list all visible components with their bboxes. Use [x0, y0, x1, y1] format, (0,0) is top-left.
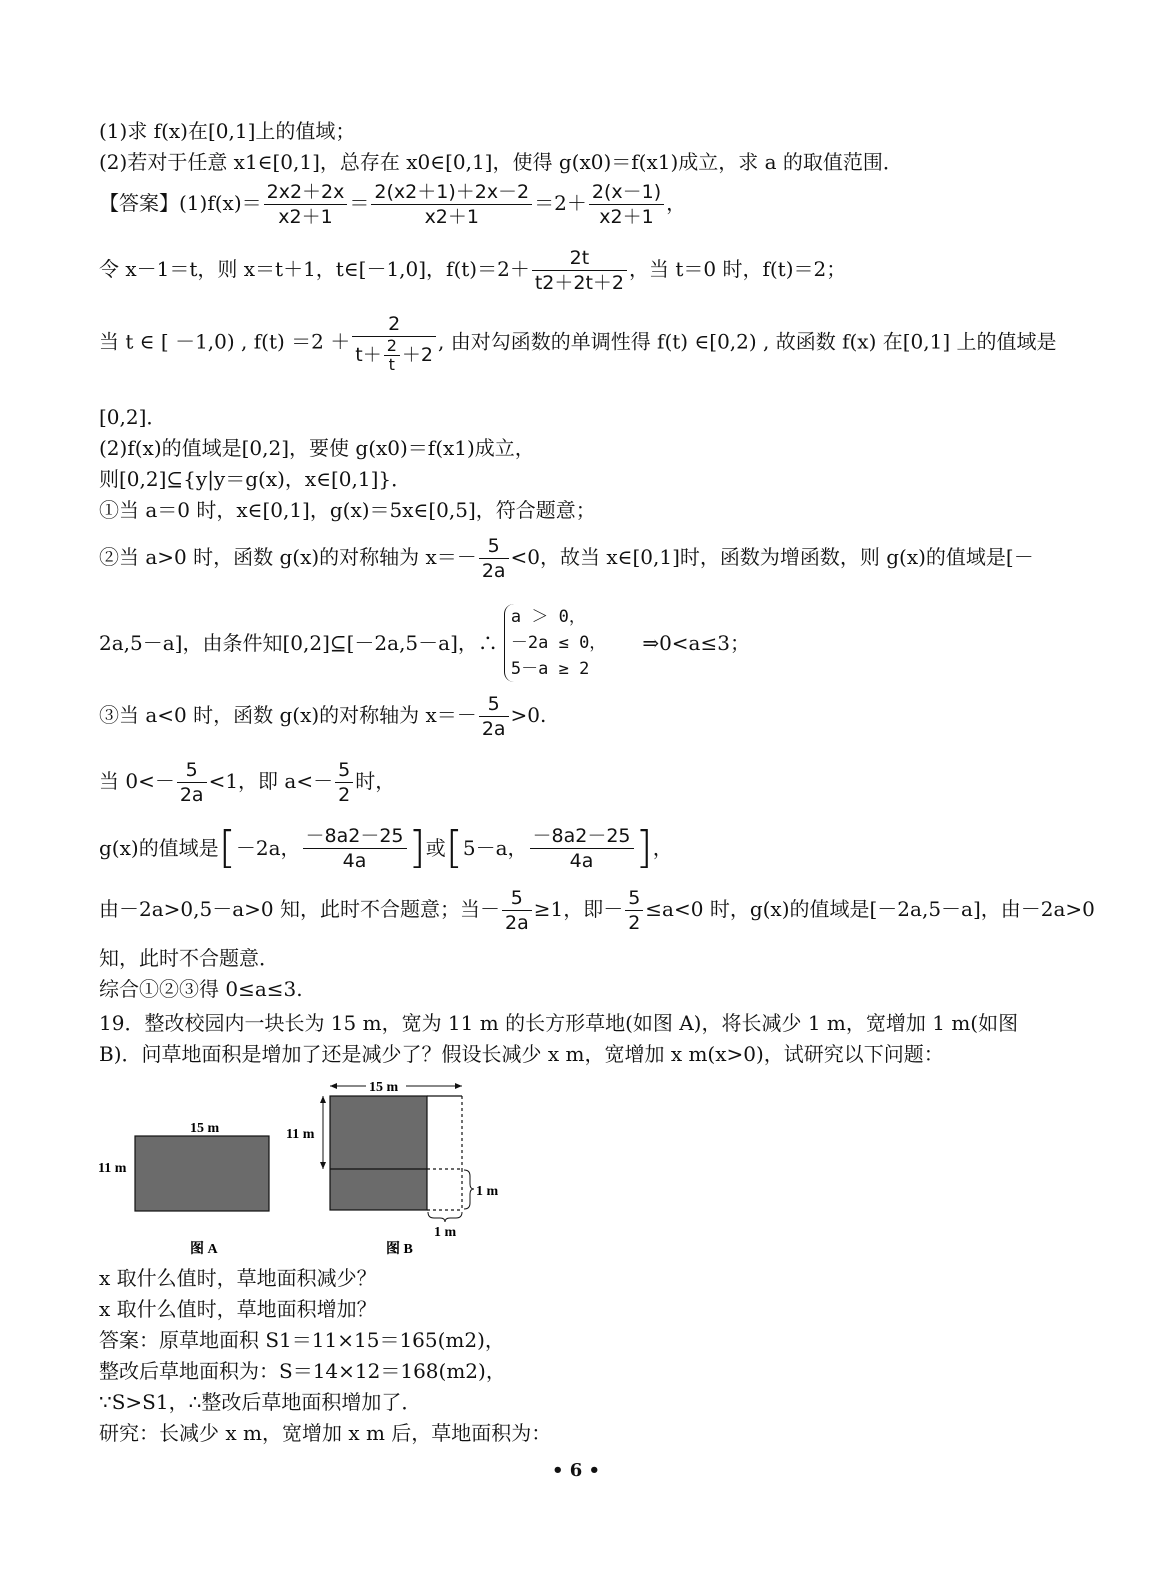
text-segment: ≥1，即－: [533, 897, 624, 921]
fraction-numerator: 5: [479, 692, 509, 717]
arrow-up-icon: [320, 1096, 326, 1103]
text-segment: ②当 a>0 时，函数 g(x)的对称轴为 x＝－: [99, 545, 477, 569]
fraction-numerator: 2: [352, 312, 436, 337]
fraction: [530, 824, 634, 873]
fig-a-caption-text: 图 A: [190, 1242, 218, 1257]
fraction-denominator: 2a: [179, 784, 204, 806]
fig-a-width-label: 11 m: [98, 1161, 127, 1176]
answer-original-area: 答案：原草地面积 S1＝11×15＝165(m2)，: [99, 1328, 505, 1352]
fraction-numerator: 5: [177, 758, 207, 783]
text-segment: 令 x－1＝t，则 x＝t＋1，t∈[－1,0]，f(t)＝2＋: [99, 257, 530, 281]
fig-b-bottom-label: 1 m: [434, 1225, 457, 1240]
denominator-part: ＋2: [401, 344, 433, 366]
left-bracket: [: [445, 822, 463, 873]
fraction-denominator: 2a: [504, 912, 529, 934]
fraction: [532, 246, 627, 295]
case-2-line-1: [99, 534, 1034, 583]
fraction-denominator: x2＋1: [599, 206, 654, 228]
text-segment: ，当 t＝0 时，f(t)＝2；: [629, 257, 847, 281]
fig-b-caption: 图 B: [386, 1242, 413, 1257]
bottom-brace-icon: [428, 1212, 462, 1222]
fraction-numerator: －8a2－25: [303, 824, 407, 849]
monotonicity-line: [99, 312, 1057, 374]
fraction-numerator: 5: [335, 758, 353, 783]
text-segment: >0.: [510, 703, 547, 727]
question-part-1: (1)求 f(x)在[0,1]上的值域；: [99, 119, 356, 143]
fig-a-length-label: 15 m: [190, 1121, 220, 1136]
right-bracket: ]: [635, 822, 653, 873]
subset-condition: 则[0,2]⊆{y|y＝g(x)，x∈[0,1]}．: [99, 467, 412, 491]
answer-label: 【答案】(1)f(x)＝: [99, 191, 262, 215]
answer-comparison: ∵S>S1，∴整改后草地面积增加了．: [99, 1390, 422, 1414]
fraction: [479, 692, 509, 741]
text-segment: , 由对勾函数的单调性得 f(t) ∈[0,2) , 故函数 f(x) 在[0,1] 上的值域是: [437, 329, 1057, 354]
substitution-line: [99, 246, 846, 295]
fraction-numerator: 2: [384, 337, 400, 356]
fraction-denominator: 4a: [569, 849, 594, 872]
nested-fraction: [384, 337, 400, 374]
fig-b-length-label: 15 m: [369, 1080, 399, 1095]
fraction: [335, 758, 353, 807]
inequality-system: [504, 604, 606, 682]
fraction-numerator: 2x2＋2x: [264, 180, 348, 205]
fraction-denominator: t2＋2t＋2: [534, 272, 624, 294]
fraction-numerator: 2t: [532, 246, 627, 271]
text-segment: <1，即 a<－: [208, 769, 334, 793]
fraction: [352, 312, 436, 374]
lawn-figure: [90, 1076, 520, 1262]
question-a: x 取什么值时，草地面积减少？: [99, 1266, 377, 1290]
fraction: [371, 180, 532, 229]
fraction-denominator: x2＋1: [278, 206, 333, 228]
punctuation: ，: [652, 836, 673, 860]
fraction-denominator: x2＋1: [424, 206, 479, 228]
question-19-line-2: B)．问草地面积是增加了还是减少了？假设长减少 x m，宽增加 x m(x>0)，试研究以下问题：: [99, 1042, 944, 1066]
text-segment: ③当 a<0 时，函数 g(x)的对称轴为 x＝－: [99, 703, 477, 727]
answer-new-area: 整改后草地面积为：S＝14×12＝168(m2)，: [99, 1359, 506, 1383]
fraction: [589, 180, 664, 229]
page-number: • 6 •: [551, 1460, 601, 1481]
fraction-denominator: [352, 337, 436, 374]
fraction: [479, 534, 509, 583]
final-result: 综合①②③得 0≤a≤3.: [99, 977, 303, 1001]
right-brace-icon: [464, 1170, 474, 1209]
text-segment: ≤a<0 时，g(x)的值域是[－2a,5－a]，由－2a>0: [645, 897, 1095, 921]
equals-text: ＝2＋: [534, 191, 587, 215]
arrow-left-icon: [330, 1083, 337, 1089]
text-segment: 由－2a>0,5－a>0 知，此时不合题意；当－: [99, 897, 500, 921]
fraction-denominator: 2a: [481, 718, 506, 740]
fraction-denominator: 2: [628, 912, 641, 934]
range-result: [0,2]．: [99, 405, 167, 429]
arrow-down-icon: [320, 1162, 326, 1169]
question-b: x 取什么值时，草地面积增加？: [99, 1297, 377, 1321]
lawn-rect-a: [135, 1136, 269, 1211]
case-3-line-2: [99, 758, 395, 807]
fraction-denominator: 2: [338, 784, 351, 806]
fraction-numerator: 2(x－1): [589, 180, 664, 205]
fraction: [625, 886, 643, 935]
fraction-numerator: －8a2－25: [530, 824, 634, 849]
right-bracket: ]: [408, 822, 426, 873]
case-3-range: [99, 818, 673, 878]
punctuation: ，: [666, 191, 687, 215]
inequality-row: a ＞ 0，: [510, 607, 586, 627]
case-3-end: 知，此时不合题意．: [99, 946, 279, 970]
case-3-conclusion: [99, 886, 1095, 935]
fig-b-width-label: 11 m: [286, 1127, 315, 1142]
case-2-line-2: [99, 604, 750, 682]
question-19-line-1: 19．整改校园内一块长为 15 m，宽为 11 m 的长方形草地(如图 A)，将长减少 1 m，宽增加 1 m(如图: [99, 1011, 1019, 1035]
fraction: [177, 758, 207, 807]
interval-start: 5－a，: [462, 836, 528, 860]
text-segment: g(x)的值域是: [99, 836, 219, 860]
text-segment: 时，: [355, 769, 396, 793]
fraction-numerator: 5: [479, 534, 509, 559]
inequality-row: 5－a ≥ 2: [510, 659, 590, 679]
answer-line-fx: [99, 180, 686, 229]
denominator-part: t＋: [355, 344, 382, 366]
fig-b-right-label: 1 m: [476, 1184, 499, 1199]
lawn-rect-b: [330, 1096, 427, 1210]
text-segment: <0，故当 x∈[0,1]时，函数为增函数，则 g(x)的值域是[－: [510, 545, 1034, 569]
research-intro: 研究：长减少 x m，宽增加 x m 后，草地面积为：: [99, 1421, 552, 1445]
fraction: [502, 886, 532, 935]
text-segment: 当 0<－: [99, 769, 175, 793]
text-segment: 当 t ∈ [ －1,0) , f(t) ＝2 ＋: [99, 329, 351, 354]
fraction-numerator: 5: [625, 886, 643, 911]
question-part-2: (2)若对于任意 x1∈[0,1]，总存在 x0∈[0,1]，使得 g(x0)＝f(x1)成立，求 a 的取值范围．: [99, 150, 903, 174]
arrow-right-icon: [455, 1083, 462, 1089]
fraction-numerator: 5: [502, 886, 532, 911]
case-1: ①当 a＝0 时，x∈[0,1]，g(x)＝5x∈[0,5]，符合题意；: [99, 498, 596, 522]
equals-sign: ＝: [349, 191, 370, 215]
text-segment: 或: [425, 836, 446, 860]
fraction-denominator: 2a: [481, 560, 506, 582]
inequality-row: －2a ≤ 0，: [510, 633, 607, 653]
fraction: [264, 180, 348, 229]
fraction-denominator: t: [388, 355, 395, 374]
left-bracket: [: [218, 822, 236, 873]
fraction-denominator: 4a: [342, 849, 367, 872]
text-segment: ⇒0<a≤3；: [642, 631, 750, 655]
interval-start: －2a，: [235, 836, 301, 860]
fraction: [303, 824, 407, 873]
case-3-line-1: [99, 692, 546, 741]
text-segment: 2a,5－a]，由条件知[0,2]⊆[－2a,5－a]，∴: [99, 631, 498, 655]
part-2-intro: (2)f(x)的值域是[0,2]，要使 g(x0)＝f(x1)成立，: [99, 436, 535, 460]
fraction-numerator: 2(x2＋1)＋2x－2: [371, 180, 532, 205]
